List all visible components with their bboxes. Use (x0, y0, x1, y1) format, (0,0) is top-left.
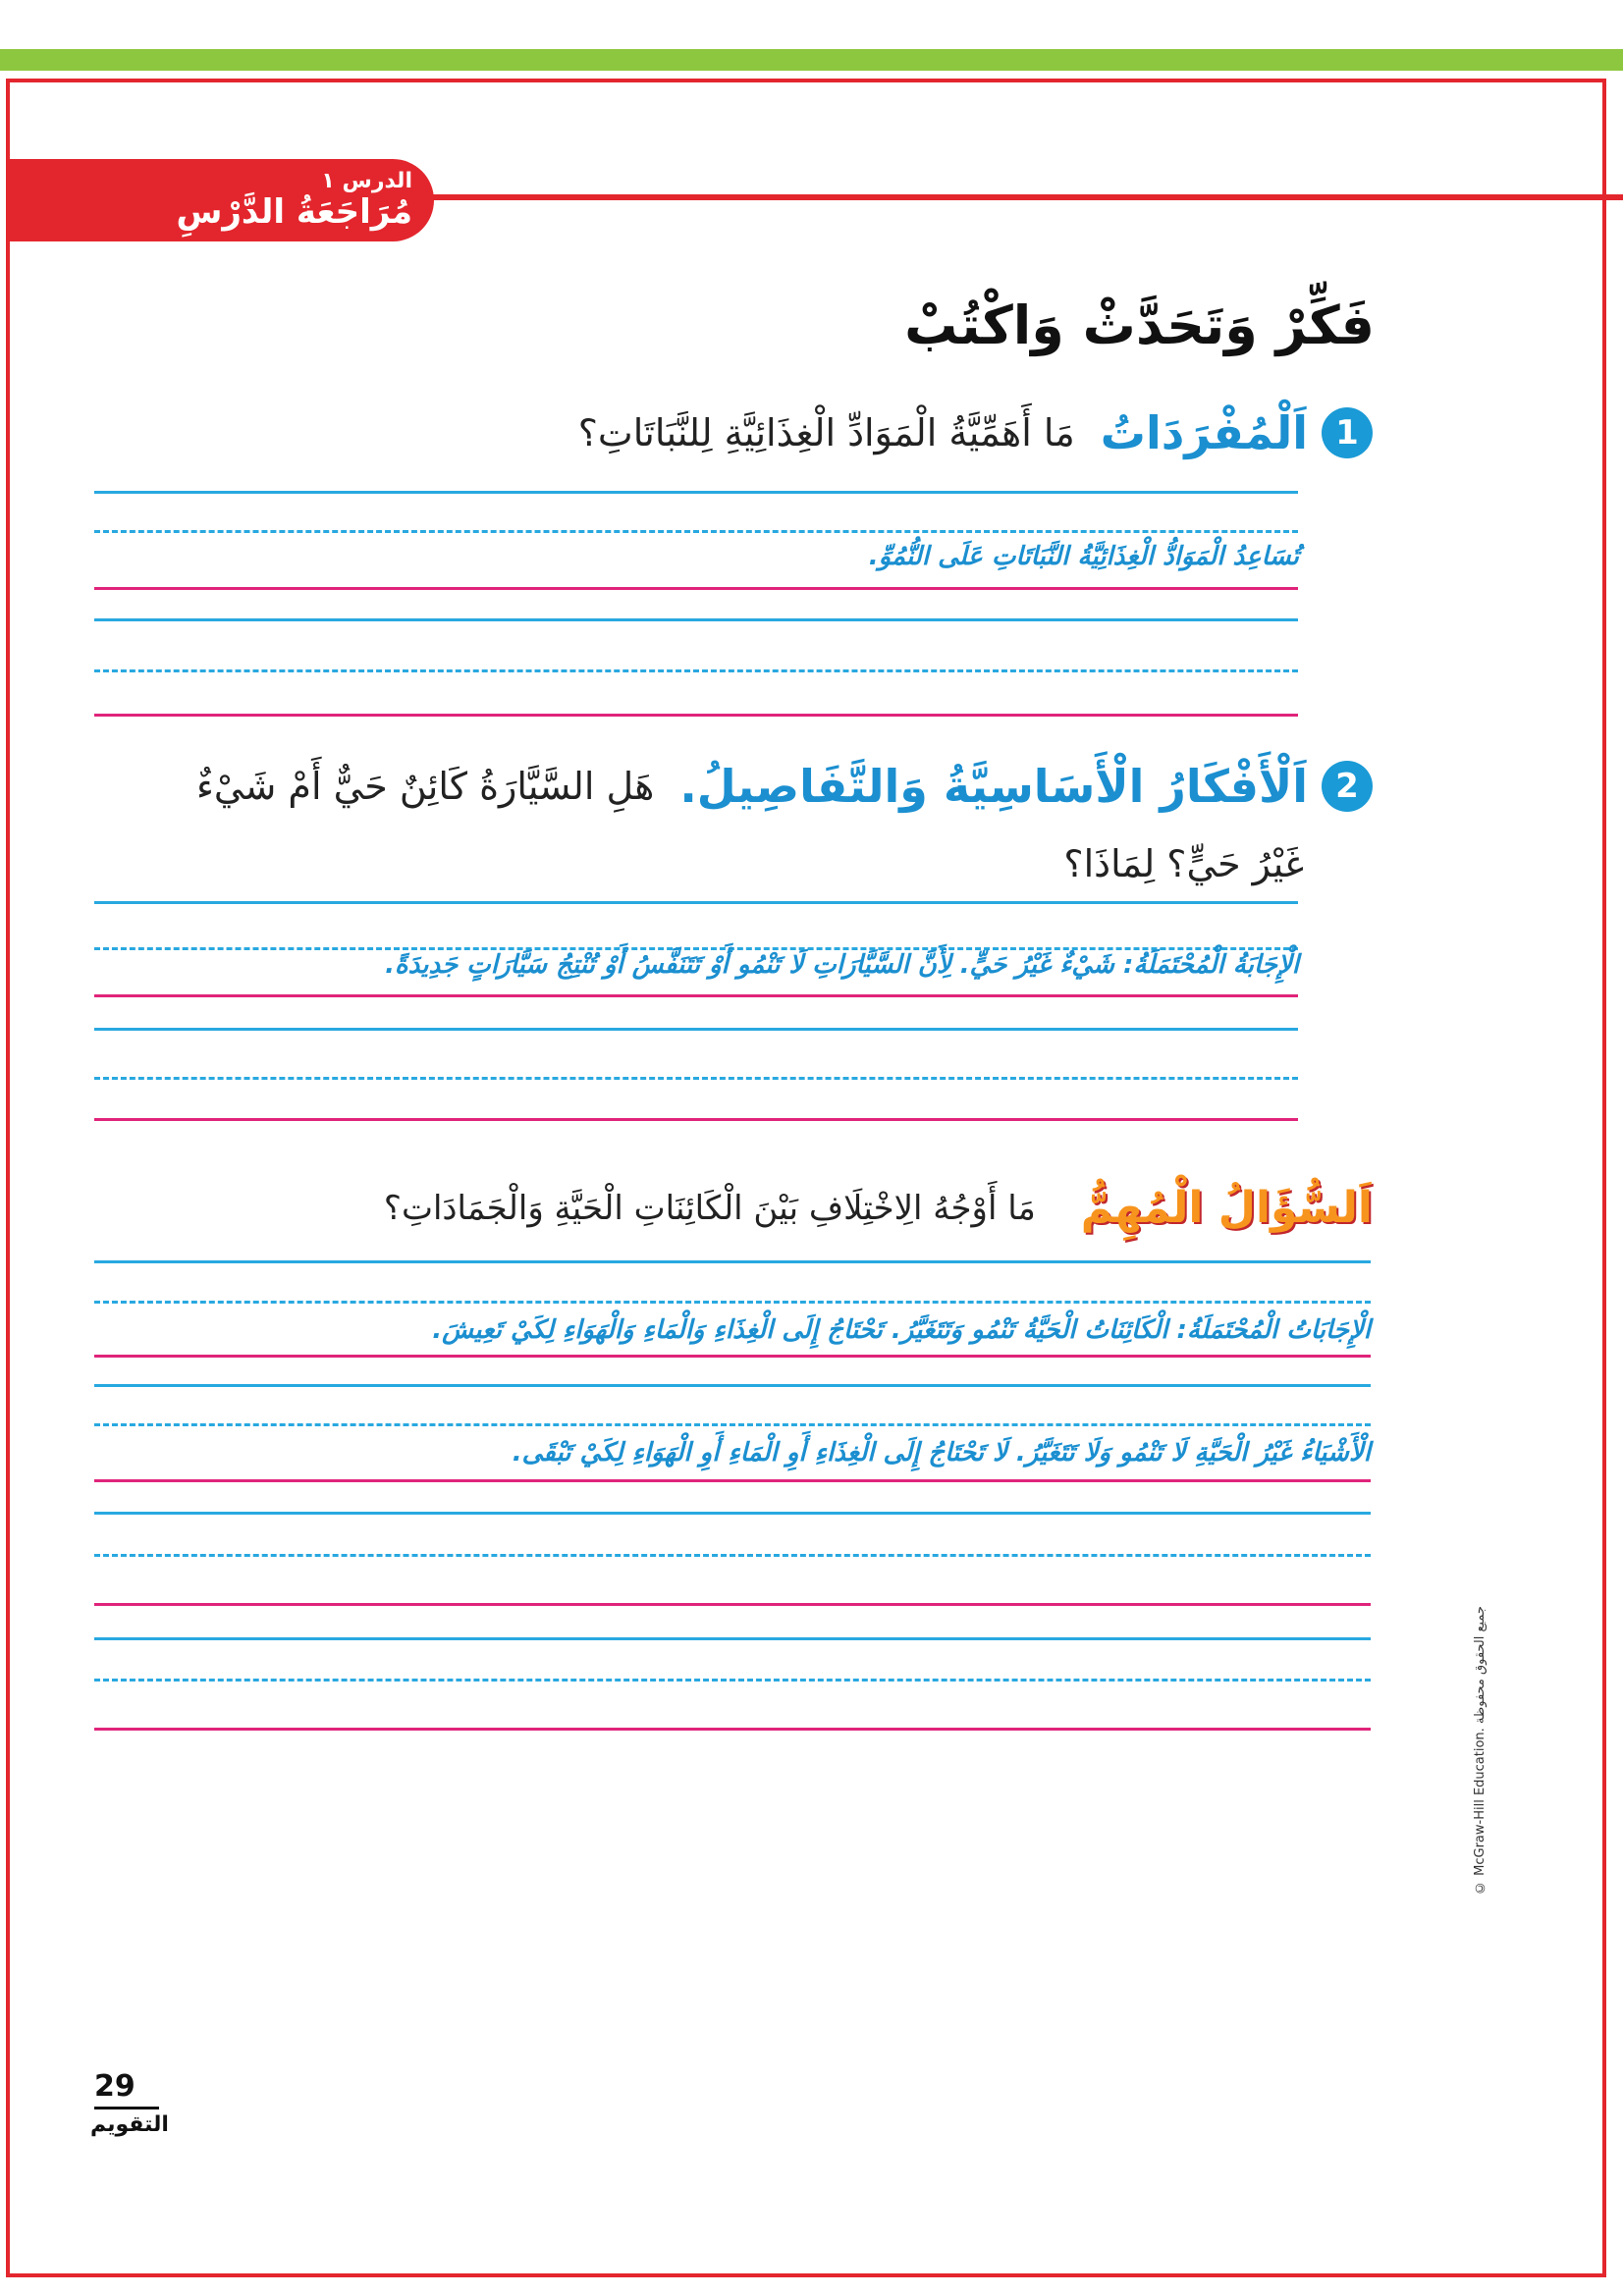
answer-text[interactable]: الْإِجَابَةُ الْمُحْتَمَلَةُ: شَيْءٌ غَيْرُ حَيٍّ. لِأَنَّ السَّيَّارَاتِ لَا تَنْمُو أَوْ تَتَنَفَّسُ أَوْ تُنْتِجُ سَيَّارَاتٍ جَدِيدَةً. (385, 950, 1299, 980)
writing-line-mid (94, 1077, 1298, 1080)
lesson-review-title: مُرَاجَعَةُ الدَّرْسِ (176, 192, 412, 232)
writing-line-base (94, 1603, 1371, 1606)
question-text: هَلِ السَّيَّارَةُ كَائِنٌ حَيٌّ أَمْ شَيْءٌ (195, 765, 655, 808)
writing-line-top (94, 901, 1298, 904)
answer-text[interactable]: الْإِجَابَاتُ الْمُحْتَمَلَةُ: الْكَائِنَاتُ الْحَيَّةُ تَنْمُو وَتَتَغَيَّرُ. تَحْتَاجُ إِلَى الْغِذَاءِ وَالْمَاءِ وَالْهَوَاءِ لِكَيْ تَعِيشَ. (432, 1315, 1371, 1345)
page-number: 29 (94, 2069, 135, 2104)
section-name: التقويم (90, 2112, 169, 2137)
question-number-badge: 2 (1322, 761, 1373, 812)
question-text: مَا أَهَمِّيَّةُ الْمَوَادِّ الْغِذَائِيَّةِ لِلنَّبَاتَاتِ؟ (577, 411, 1075, 454)
writing-line-base (94, 994, 1298, 997)
question-label: اَلْأَفْكَارُ الْأَسَاسِيَّةُ وَالتَّفَاصِيلُ. (679, 760, 1308, 813)
writing-line-top (94, 1637, 1371, 1640)
big-question-label: اَلسُّؤَالُ الْمُهِمُّ (1080, 1183, 1373, 1233)
writing-line-base (94, 1479, 1371, 1482)
answer-text[interactable]: الْأَشْيَاءُ غَيْرُ الْحَيَّةِ لَا تَنْمُو وَلَا تَتَغَيَّرُ. لَا تَحْتَاجُ إِلَى الْغِذَاءِ أَوِ الْمَاءِ أَوِ الْهَوَاءِ لِكَيْ تَبْقَى. (512, 1438, 1371, 1468)
lesson-kicker: الدرس ١ (321, 169, 412, 193)
writing-line-base (94, 1728, 1371, 1731)
lesson-review-tab (10, 159, 434, 241)
banner-rule (422, 194, 1623, 200)
writing-line-base (94, 1355, 1371, 1358)
writing-line-mid (94, 1301, 1371, 1304)
writing-line-top (94, 618, 1298, 621)
writing-line-mid (94, 1554, 1371, 1557)
writing-line-top (94, 1028, 1298, 1031)
answer-text[interactable]: تُسَاعِدُ الْمَوَادُّ الْغِذَائِيَّةُ النَّبَاتَاتِ عَلَى النُّمُوِّ. (868, 542, 1299, 571)
writing-line-top (94, 1512, 1371, 1515)
writing-line-mid (94, 1679, 1371, 1682)
writing-line-mid (94, 1423, 1371, 1426)
page-number-rule (94, 2107, 159, 2109)
writing-line-top (94, 1384, 1371, 1387)
question-2 (196, 760, 1373, 813)
page-heading: فَكِّرْ وَتَحَدَّثْ وَاكْتُبْ (904, 294, 1375, 356)
writing-line-base (94, 1118, 1298, 1121)
question-label: اَلْمُفْرَدَاتُ (1100, 406, 1308, 459)
question-text-continued: غَيْرُ حَيٍّ؟ لِمَاذَا؟ (1063, 842, 1304, 885)
question-number-badge: 1 (1322, 407, 1373, 458)
writing-line-base (94, 714, 1298, 717)
top-green-band (0, 49, 1623, 71)
question-1 (578, 406, 1373, 459)
writing-line-base (94, 587, 1298, 590)
big-question-text: مَا أَوْجُهُ الِاخْتِلَافِ بَيْنَ الْكَائِنَاتِ الْحَيَّةِ وَالْجَمَادَاتِ؟ (383, 1188, 1036, 1228)
writing-line-mid (94, 530, 1298, 533)
writing-line-mid (94, 669, 1298, 672)
writing-line-top (94, 491, 1298, 494)
writing-line-top (94, 1260, 1371, 1263)
copyright-note: © McGraw-Hill Education. جميع الحقوق محفوظة (1473, 1606, 1488, 1895)
big-question (384, 1183, 1373, 1233)
